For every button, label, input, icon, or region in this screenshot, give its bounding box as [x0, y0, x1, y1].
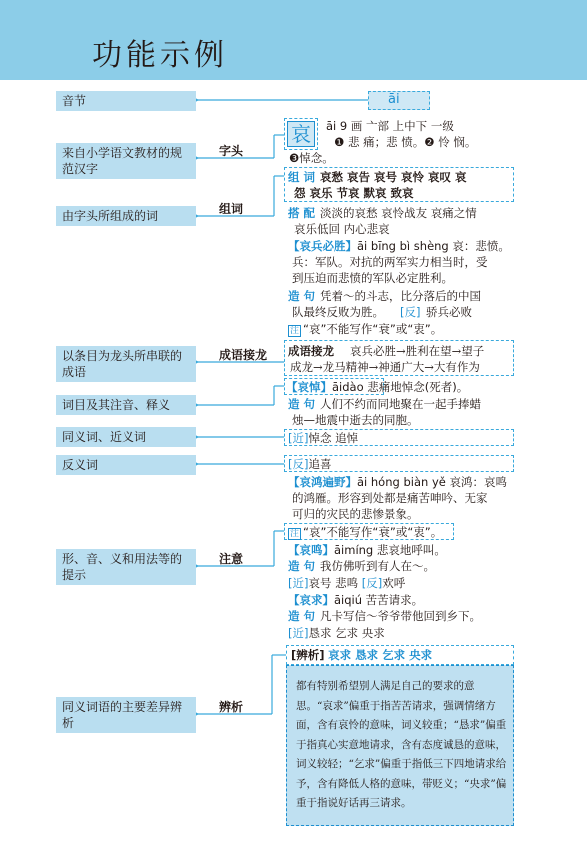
pinyin-text: āi — [388, 92, 400, 107]
fan-tag-1: [反] — [400, 305, 421, 319]
dapei-line-2: 哀乐低回 内心悲哀 — [294, 222, 390, 236]
zaoju-line-1: 凭着～的斗志，比分落后的中国 — [320, 289, 481, 303]
zhu-line-2: 注 “哀”不能写作“衰”或“衷”。 — [290, 525, 443, 539]
jin-fan-line-2: [近]哀号 悲鸣 [反]欢呼 — [288, 576, 406, 590]
jin-line-3: [近]恳求 乞求 央求 — [288, 626, 385, 640]
label-entry: 词目及其注音、释义 — [56, 395, 196, 415]
zaoju-tag-2: 造 句 — [288, 397, 316, 411]
zaoju-tag-3: 造 句 — [288, 559, 316, 573]
aiming-line: 【哀鸣】āimíng 悲哀地呼叫。 — [288, 543, 446, 557]
aidao-line: 【哀悼】āidào 悲痛地悼念(死者)。 — [286, 380, 469, 394]
idiom-aibing-line-1: 【哀兵必胜】āi bīng bì shèng 哀：悲愤。 — [288, 239, 510, 253]
label-syllable: 音节 — [56, 91, 196, 111]
zaoju-line-6: 凡卡写信～爷爷带他回到乡下。 — [320, 609, 481, 623]
aihong-line-1: 【哀鸿遍野】āi hóng biàn yě 哀鸿：哀鸣 — [288, 475, 507, 489]
headchar-meta: āi 9 画 亠部 上中下 一级 — [326, 119, 454, 133]
zaoju-line-3: 人们不约而同地聚在一起手捧蜡 — [320, 397, 481, 411]
aihong-line-3: 可归的灾民的悲惨景象。 — [292, 507, 419, 521]
dapei-tag: 搭 配 — [288, 206, 316, 220]
zuci-line-1: 哀愁 哀告 哀号 哀怜 哀叹 哀 — [320, 170, 467, 184]
label-headchar: 来自小学语文教材的规范汉字 — [56, 143, 196, 179]
fan-value-1: 骄兵必败 — [426, 305, 472, 319]
zaoju-line-4: 烛—地震中逝去的同胞。 — [292, 413, 419, 427]
dragon-tag: 成语接龙 — [288, 344, 334, 358]
headchar-def-1: ❶ 悲 痛；悲 愤。❷ 怜 悯。 — [334, 135, 477, 149]
label-synonym: 同义词、近义词 — [56, 427, 196, 447]
headchar-def-2: ❸悼念。 — [289, 151, 334, 165]
zaoju-tag-1: 造 句 — [288, 289, 316, 303]
idiom-aibing-line-2: 兵：军队。对抗的两军实力相当时，受 — [292, 255, 488, 269]
idiom-aibing-line-3: 到压迫而悲愤的军队必定胜利。 — [292, 271, 453, 285]
label-antonym: 反义词 — [56, 455, 196, 475]
connector-notes: 注意 — [219, 552, 244, 566]
zuci-line-2: 怨 哀乐 节哀 默哀 致哀 — [294, 186, 414, 200]
dragon-line-2: 成龙→龙马精神→神通广大→大有作为 — [290, 360, 480, 374]
dapei-line-1: 淡淡的哀愁 哀怜战友 哀痛之情 — [320, 206, 477, 220]
label-notes: 形、音、义和用法等的提示 — [56, 549, 196, 585]
zhu-line-1: 注 “哀”不能写作“衰”或“衷”。 — [290, 322, 443, 336]
connector-headchar: 字头 — [219, 144, 244, 158]
bianxi-text: 都有特别希望别人满足自己的要求的意思。“哀求”偏重于指苦苦请求，强调情绪方面，含有哀怜的意味，词义较重；“恳求”偏重于指真心实意地请求，含有态度诚恳的意味，词义较轻；“乞求”偏重于指低三下四地请求给予，含有降低人格的意味，带贬义；“央求”偏重于指说好话再三请求。 — [296, 680, 507, 809]
zuci-tag: 组 词 — [288, 170, 316, 184]
label-diff: 同义词语的主要差异辨析 — [56, 697, 196, 733]
aihong-line-2: 的鸿雁。形容到处都是痛苦呻吟、无家 — [292, 491, 488, 505]
zaoju-line-2: 队最终反败为胜。 — [292, 305, 384, 319]
connector-diff: 辨析 — [219, 700, 244, 714]
zaoju-line-5: 我仿佛听到有人在～。 — [320, 559, 435, 573]
headchar: 哀 — [287, 121, 315, 147]
aiqiu-line: 【哀求】āiqiú 苦苦请求。 — [288, 593, 424, 607]
connector-dragon: 成语接龙 — [219, 348, 268, 362]
fan-line-2: [反]追喜 — [288, 457, 332, 471]
page-title: 功能示例 — [92, 38, 228, 73]
bianxi-header: [辨析] 哀求 恳求 乞求 央求 — [291, 648, 433, 662]
dragon-line-1: 哀兵必胜→胜利在望→望子 — [350, 344, 485, 358]
jin-line-1: [近]悼念 追悼 — [288, 431, 359, 445]
connector-words: 组词 — [219, 202, 244, 216]
label-words: 由字头所组成的词 — [56, 206, 196, 226]
zaoju-tag-4: 造 句 — [288, 609, 316, 623]
label-dragon: 以条目为龙头所串联的成语 — [56, 346, 196, 382]
